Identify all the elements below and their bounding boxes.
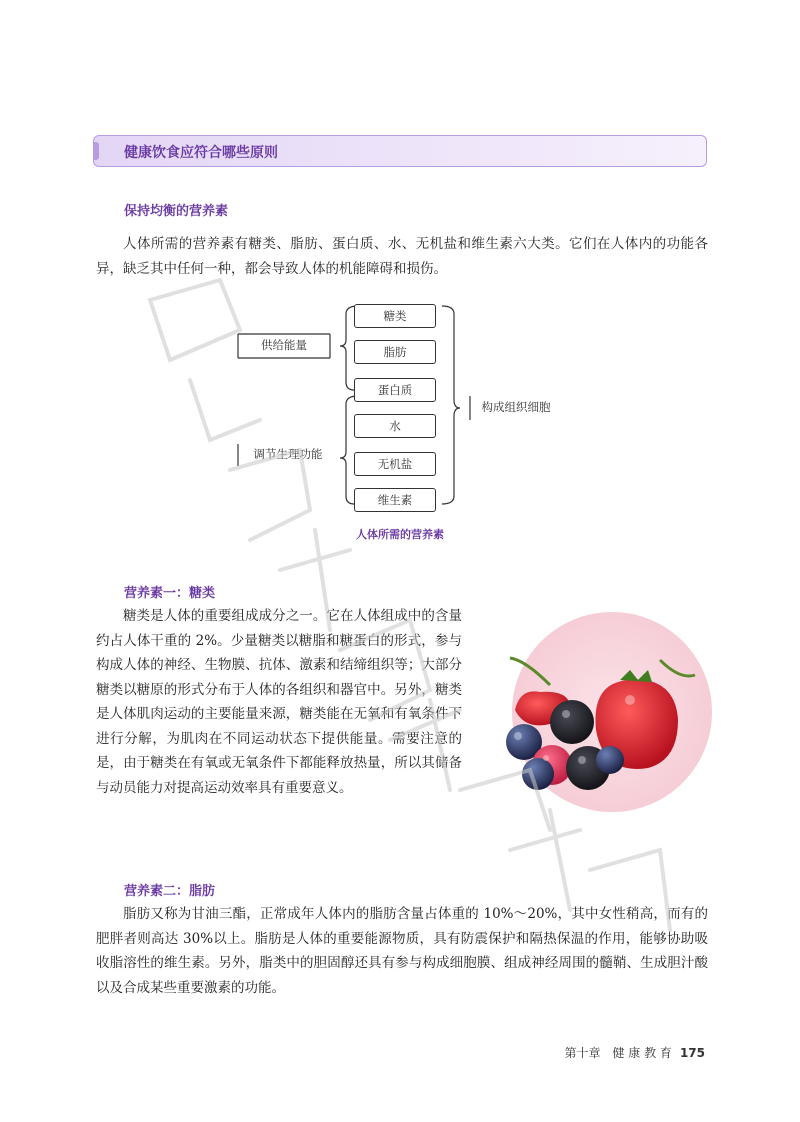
sugar-paragraph: 糖类是人体的重要组成成分之一。它在人体组成中的含量约占人体干重的 2%。少量糖类以糖脂和糖蛋白的形式，参与构成人体的神经、生物膜、抗体、激素和结缔组织等；大部分糖类以糖原的形式分布于人体的各组织和器官中。另外，糖类是人体肌肉运动的主要能量来源，糖类能在无氧和有氧条件下进行分解，为肌肉在不同运动状态下提供能量。需要注意的是，由于糖类在有氧或无氧条件下都能释放热量，所以其储备与动员能力对提高运动效率具有重要意义。 <box>96 608 462 796</box>
section-title: 健康饮食应符合哪些原则 <box>124 145 278 161</box>
nutrient-box-fat: 脂肪 <box>354 340 436 364</box>
label-energy: 供给能量 <box>261 338 307 352</box>
nutrient-box-sugar: 糖类 <box>354 304 436 328</box>
label-structure: 构成组织细胞 <box>481 400 551 414</box>
nutrient-box-mineral: 无机盐 <box>354 452 436 476</box>
diagram-caption: 人体所需的营养素 <box>356 528 444 541</box>
berries-image <box>480 600 720 830</box>
label-regulate: 调节生理功能 <box>253 447 323 461</box>
footer-chapter: 第十章 健 康 教 育 <box>564 1046 672 1060</box>
nutrient-diagram <box>230 300 600 530</box>
nutrient-box-water: 水 <box>354 414 436 438</box>
section-banner <box>93 135 707 167</box>
balance-heading: 保持均衡的营养素 <box>124 204 229 219</box>
nutrient-box-vitamin: 维生素 <box>354 488 436 512</box>
fat-heading: 营养素二：脂肪 <box>124 884 216 899</box>
fat-paragraph: 脂肪又称为甘油三酯，正常成年人体内的脂肪含量占体重的 10%～20%，其中女性稍高，而有的肥胖者则高达 30%以上。脂肪是人体的重要能源物质，具有防震保护和隔热保温的作用，能够协助吸收脂溶性的维生素。另外，脂类中的胆固醇还具有参与构成细胞膜、组成神经周围的髓鞘、生成胆汁酸以及合成某些重要激素的功能。 <box>96 906 708 996</box>
page-footer <box>564 1044 705 1061</box>
nutrient-box-protein: 蛋白质 <box>354 378 436 402</box>
sugar-heading: 营养素一：糖类 <box>124 586 216 601</box>
page-number: 175 <box>679 1046 705 1060</box>
balance-paragraph: 人体所需的营养素有糖类、脂肪、蛋白质、水、无机盐和维生素六大类。它们在人体内的功能各异，缺乏其中任何一种，都会导致人体的机能障碍和损伤。 <box>96 236 708 277</box>
